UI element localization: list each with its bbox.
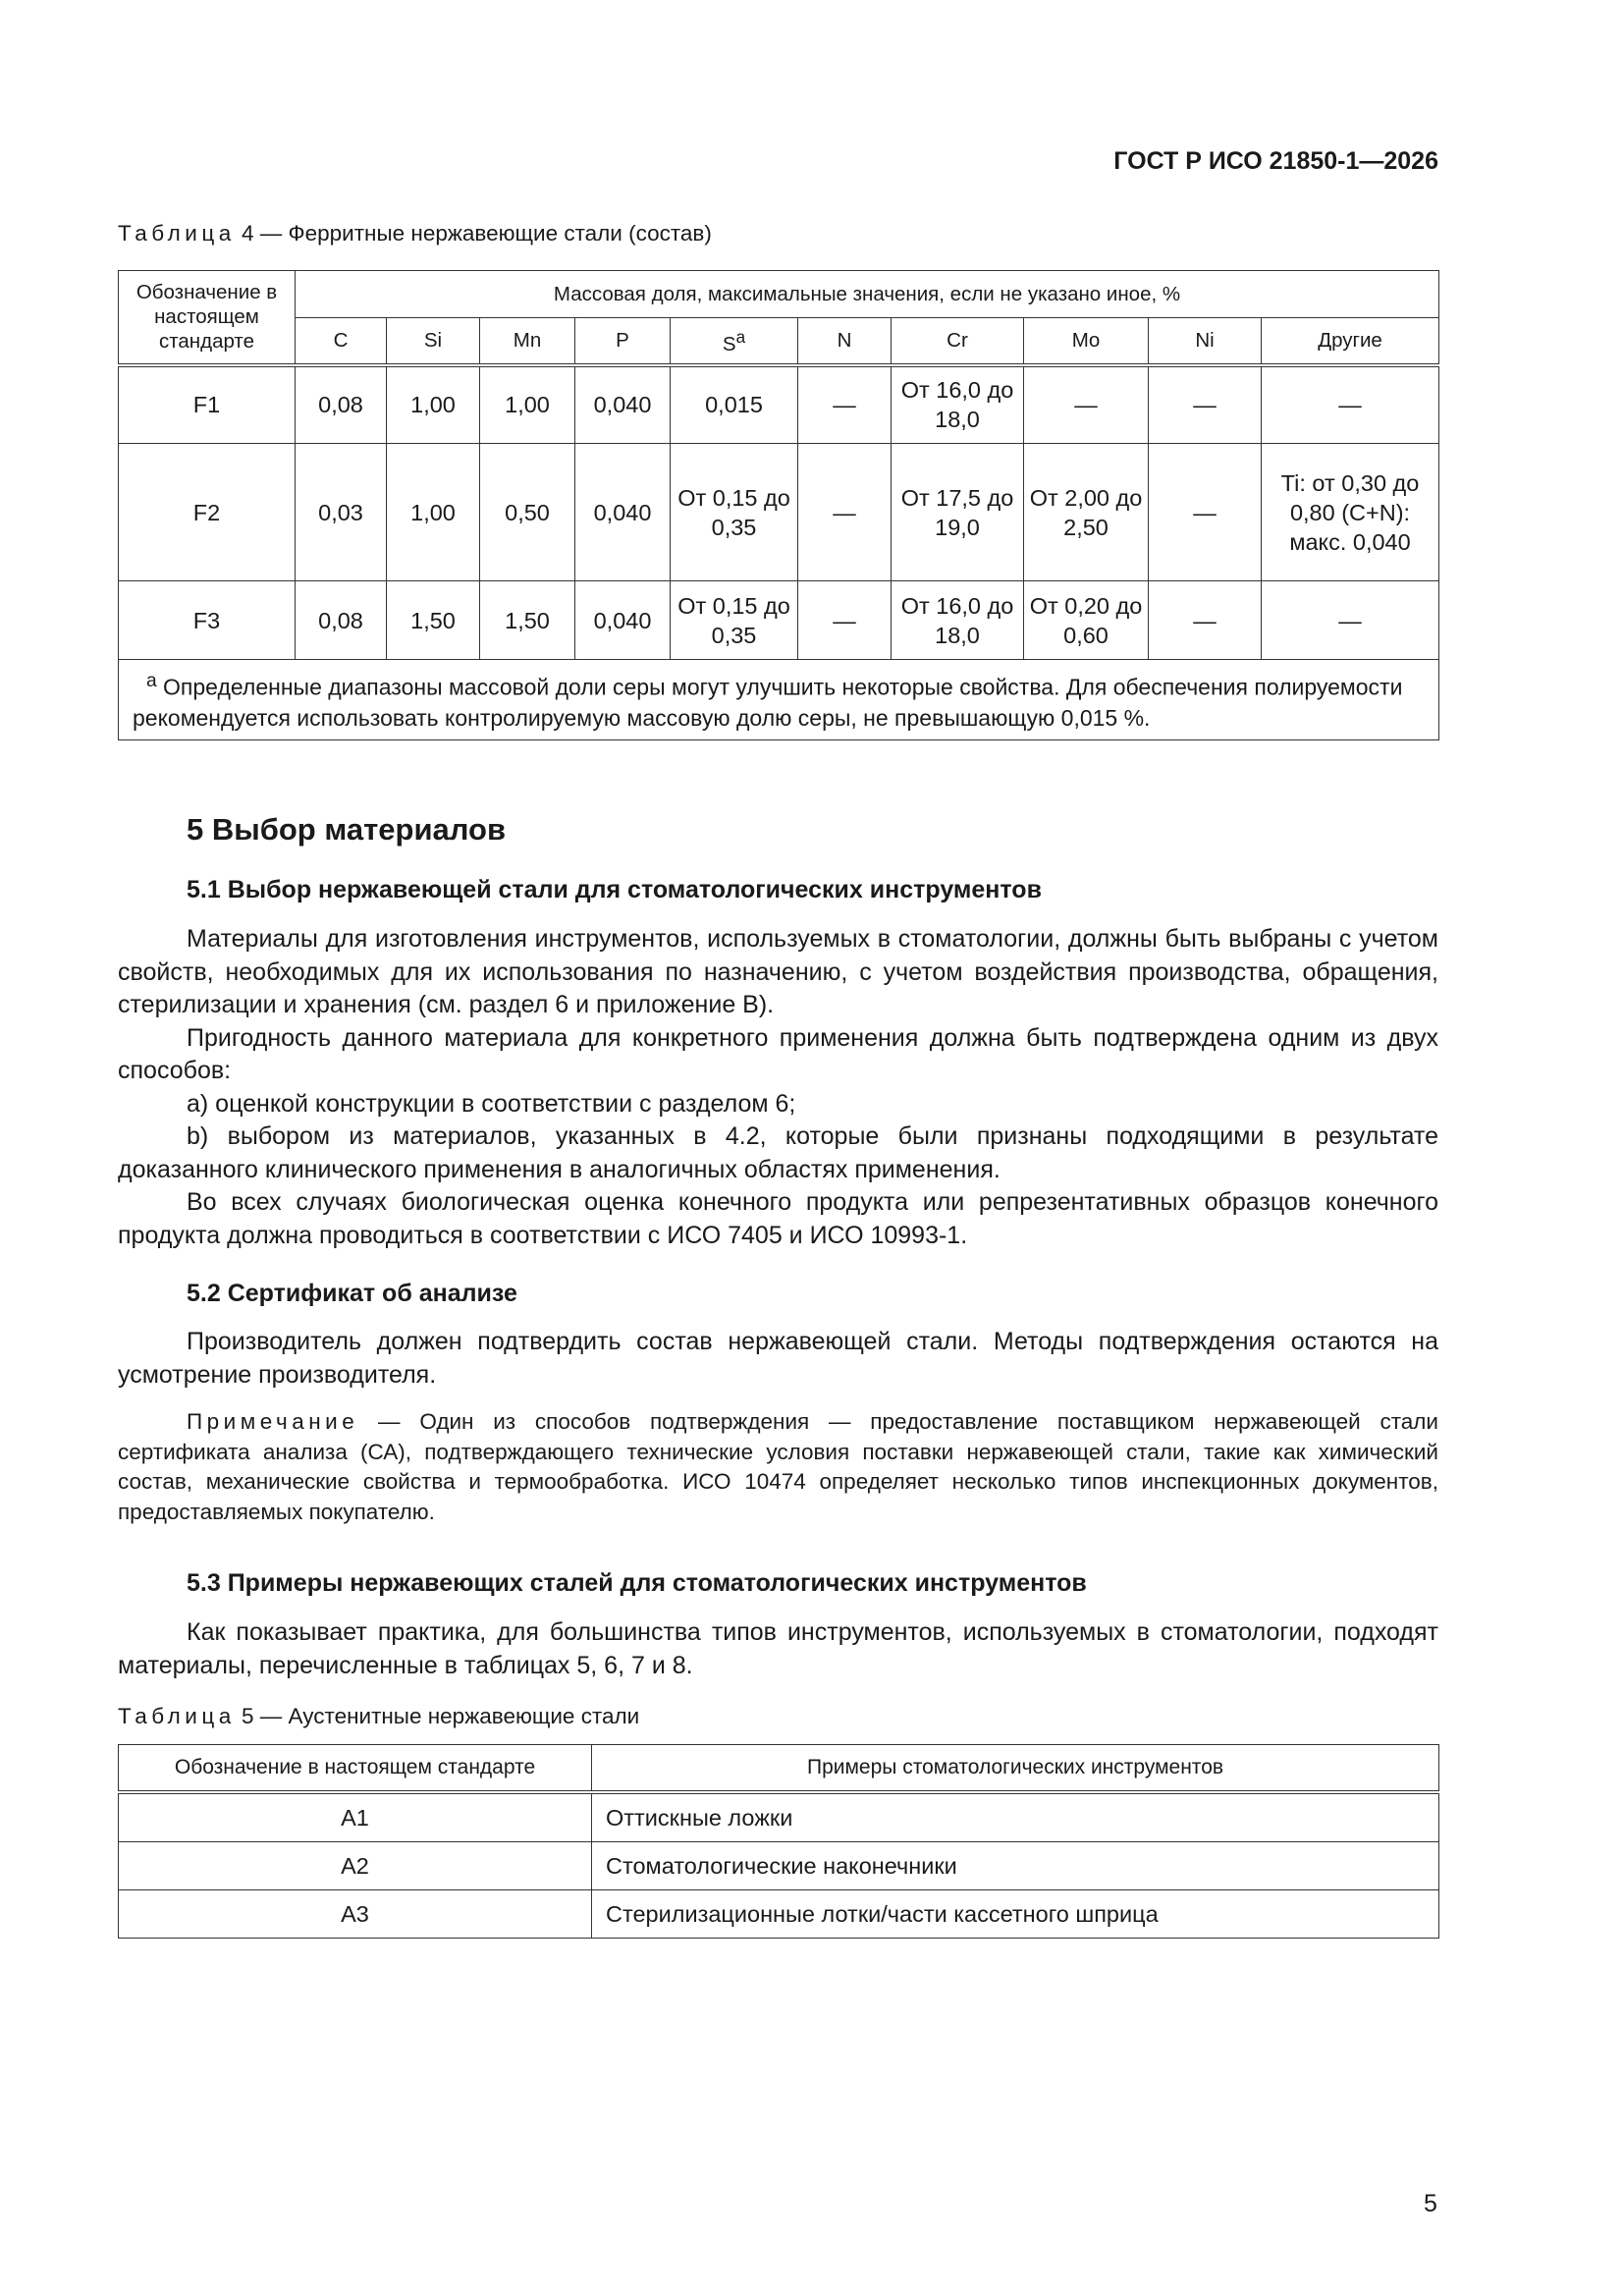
table4-caption [118,221,712,246]
cell-mo: От 2,00 до 2,50 [1024,444,1149,581]
cell-c: 0,08 [296,581,387,660]
table-row [119,1890,1439,1939]
cell-designation: A3 [119,1890,592,1939]
cell-ni: — [1149,365,1262,444]
table5-header-examples: Примеры стоматологических инструментов [592,1745,1439,1793]
table-row [119,1842,1439,1890]
table4-header-mo: Mo [1024,318,1149,365]
table4-header-ni: Ni [1149,318,1262,365]
section-5-2-title: 5.2 Сертификат об анализе [187,1280,517,1307]
paragraph: Производитель должен подтвердить состав нержавеющей стали. Методы подтверждения остаются на усмотрение производителя. [118,1328,1438,1389]
cell-designation: F3 [119,581,296,660]
cell-other: — [1262,581,1439,660]
table-row [119,1792,1439,1842]
cell-s: 0,015 [671,365,798,444]
cell-example: Оттискные ложки [592,1792,1439,1842]
section-5-title: 5 Выбор материалов [187,812,507,847]
page-number: 5 [1424,2190,1437,2217]
table4-caption-label: Таблица [118,221,236,246]
paragraph: Пригодность данного материала для конкретного применения должна быть подтверждена одним из двух способов: [118,1023,1438,1084]
table4-footnote [119,660,1439,740]
cell-si: 1,50 [387,581,480,660]
footnote-mark: а [146,671,157,691]
cell-example: Стоматологические наконечники [592,1842,1439,1890]
cell-other: Ti: от 0,30 до 0,80 (C+N): макс. 0,040 [1262,444,1439,581]
cell-c: 0,03 [296,444,387,581]
section-5-2-body [118,1326,1438,1392]
cell-cr: От 16,0 до 18,0 [892,365,1024,444]
table4-header-designation: Обозначение в настоящем стандарте [119,271,296,365]
table-row [119,444,1439,581]
section-5-3-title: 5.3 Примеры нержавеющих сталей для стоматологических инструментов [187,1569,1087,1597]
table4-footnote-row [119,660,1439,740]
cell-n: — [798,581,892,660]
cell-n: — [798,365,892,444]
table4-caption-text: 4 — Ферритные нержавеющие стали (состав) [242,221,712,246]
cell-cr: От 17,5 до 19,0 [892,444,1024,581]
table4-header-p: P [575,318,671,365]
cell-ni: — [1149,444,1262,581]
s-footnote-mark: а [735,327,746,347]
cell-mo: От 0,20 до 0,60 [1024,581,1149,660]
table4-header-mn: Mn [480,318,575,365]
section-5-2-note [118,1407,1438,1527]
cell-s: От 0,15 до 0,35 [671,581,798,660]
document-code: ГОСТ Р ИСО 21850-1—2026 [1113,147,1438,175]
paragraph: Во всех случаях биологическая оценка конечного продукта или репрезентативных образцов конечного продукта должна проводиться в соответствии с ИСО 7405 и ИСО 10993-1. [118,1188,1438,1249]
table4-header-other: Другие [1262,318,1439,365]
cell-ni: — [1149,581,1262,660]
table-row [119,365,1439,444]
note-label: Примечание [187,1409,359,1434]
list-item-b: b) выбором из материалов, указанных в 4.2, которые были признаны подходящими в результате доказанного клинического применения в аналогичных областях применения. [118,1122,1438,1183]
cell-mo: — [1024,365,1149,444]
table5-header-designation: Обозначение в настоящем стандарте [119,1745,592,1793]
cell-designation: F2 [119,444,296,581]
cell-c: 0,08 [296,365,387,444]
cell-mn: 1,50 [480,581,575,660]
cell-designation: A2 [119,1842,592,1890]
section-5-3-body [118,1616,1438,1682]
table5-caption-text: 5 — Аустенитные нержавеющие стали [242,1704,640,1728]
table-row [119,581,1439,660]
cell-si: 1,00 [387,365,480,444]
table5-austenitic-steels [118,1744,1439,1939]
cell-p: 0,040 [575,365,671,444]
cell-other: — [1262,365,1439,444]
s-symbol: S [722,332,736,355]
table5-caption [118,1704,639,1729]
cell-p: 0,040 [575,581,671,660]
table4-header-si: Si [387,318,480,365]
table4-header-c: C [296,318,387,365]
paragraph: Как показывает практика, для большинства типов инструментов, используемых в стоматологии, подходят материалы, перечисленные в таблицах 5, 6, 7 и 8. [118,1618,1438,1679]
table4-header-n: N [798,318,892,365]
table4-ferritic-steels [118,270,1439,740]
footnote-text: Определенные диапазоны массовой доли серы могут улучшить некоторые свойства. Для обеспечения полируемости рекомендуется использовать контролируемую массовую долю серы, не превышающую 0,015 %. [133,674,1403,731]
cell-designation: F1 [119,365,296,444]
list-item-a: a) оценкой конструкции в соответствии с разделом 6; [187,1089,796,1118]
paragraph: Материалы для изготовления инструментов, используемых в стоматологии, должны быть выбраны с учетом свойств, необходимых для их использования по назначению, с учетом воздействия производства, обращения, стерилизации и хранения (см. раздел 6 и приложение В). [118,925,1438,1018]
table4-header-cr: Cr [892,318,1024,365]
cell-mn: 1,00 [480,365,575,444]
cell-s: От 0,15 до 0,35 [671,444,798,581]
cell-mn: 0,50 [480,444,575,581]
cell-si: 1,00 [387,444,480,581]
cell-example: Стерилизационные лотки/части кассетного шприца [592,1890,1439,1939]
table4-header-mass-fraction: Массовая доля, максимальные значения, если не указано иное, % [296,271,1439,318]
note-text: — Один из способов подтверждения — предоставление поставщиком нержавеющей стали сертификата анализа (СА), подтверждающего технические условия поставки нержавеющей стали, такие как химический состав, механические свойства и термообработка. ИСО 10474 определяет несколько типов инспекционных документов, предоставляемых покупателю. [118,1409,1438,1524]
table4-header-s [671,318,798,365]
section-5-1-body [118,923,1438,1252]
cell-n: — [798,444,892,581]
cell-cr: От 16,0 до 18,0 [892,581,1024,660]
cell-p: 0,040 [575,444,671,581]
table5-caption-label: Таблица [118,1704,236,1728]
section-5-1-title: 5.1 Выбор нержавеющей стали для стоматологических инструментов [187,876,1042,903]
cell-designation: A1 [119,1792,592,1842]
